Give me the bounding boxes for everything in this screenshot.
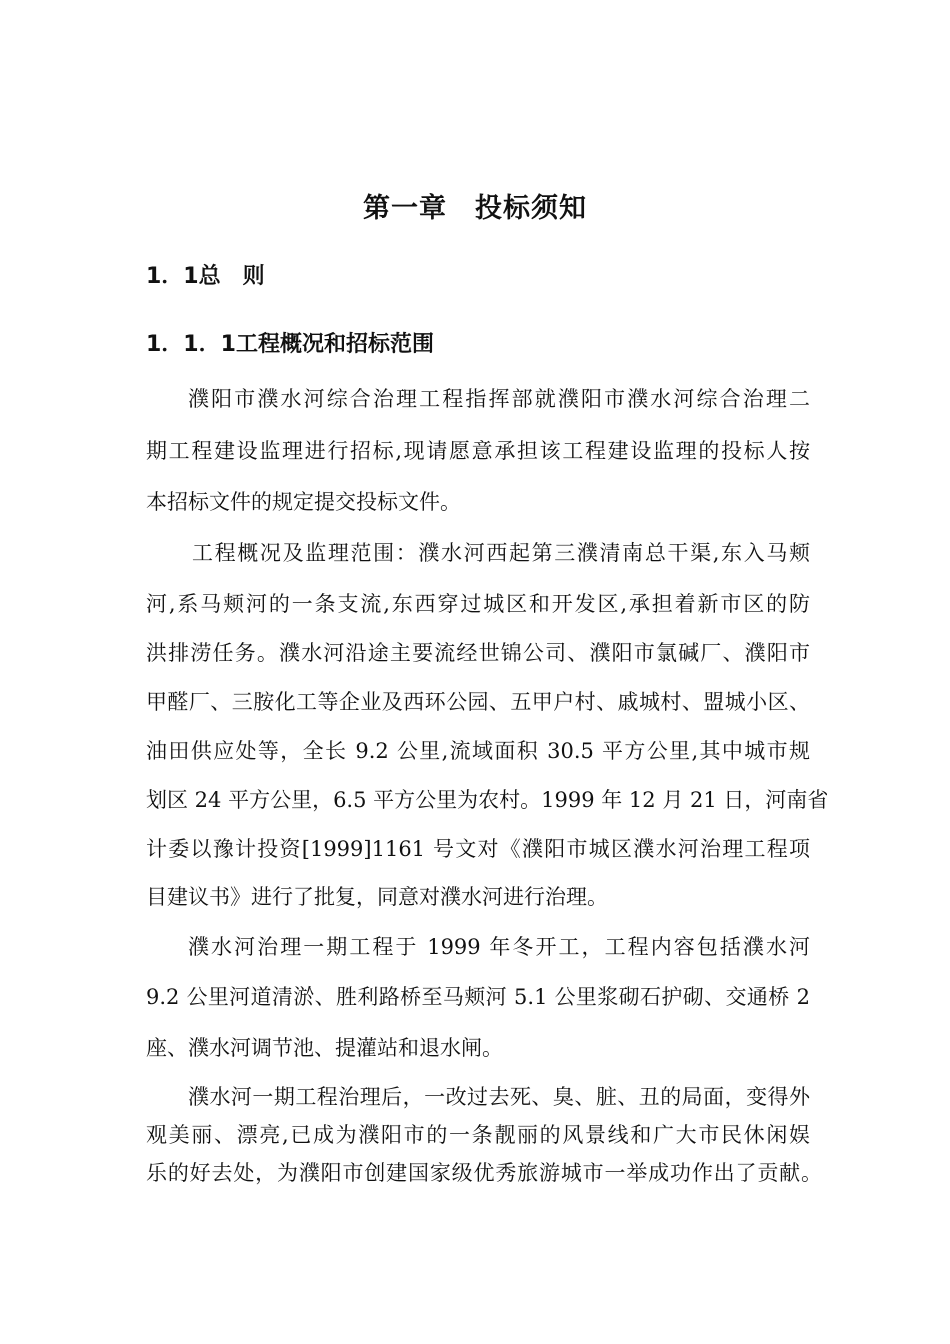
paragraph-line: 洪排涝任务。濮水河沿途主要流经世锦公司、濮阳市氯碱厂、濮阳市 [146, 641, 810, 665]
paragraph-line: 濮水河一期工程治理后，一改过去死、臭、脏、丑的局面，变得外 [188, 1085, 810, 1109]
paragraph-line: 9.2 公里河道清淤、胜利路桥至马颊河 5.1 公里浆砌石护砌、交通桥 2 [146, 985, 810, 1009]
paragraph-line: 划区 24 平方公里，6.5 平方公里为农村。1999 年 12 月 21 日，河南省 [146, 788, 829, 812]
paragraph-line: 濮阳市濮水河综合治理工程指挥部就濮阳市濮水河综合治理二 [188, 387, 810, 411]
subsection-heading [146, 327, 434, 358]
section-number: 1．1 [146, 264, 199, 289]
subsection-number: 1．1．1 [146, 332, 236, 357]
chapter-title: 第一章 投标须知 [363, 193, 587, 224]
paragraph-line: 濮水河治理一期工程于 1999 年冬开工，工程内容包括濮水河 [188, 935, 810, 959]
paragraph-line: 目建议书》进行了批复，同意对濮水河进行治理。 [146, 885, 608, 909]
paragraph-line: 河,系马颊河的一条支流,东西穿过城区和开发区,承担着新市区的防 [146, 592, 810, 616]
section-title: 总 则 [198, 264, 265, 289]
paragraph-line: 油田供应处等，全长 9.2 公里,流域面积 30.5 平方公里,其中城市规 [146, 739, 810, 763]
subsection-title: 工程概况和招标范围 [235, 332, 434, 357]
paragraph-line: 甲醛厂、三胺化工等企业及西环公园、五甲户村、戚城村、盟城小区、 [146, 690, 810, 714]
paragraph-line: 乐的好去处，为濮阳市创建国家级优秀旅游城市一举成功作出了贡献。 [146, 1161, 822, 1185]
paragraph-line: 计委以豫计投资[1999]1161 号文对《濮阳市城区濮水河治理工程项 [146, 837, 810, 861]
paragraph-line: 观美丽、漂亮,已成为濮阳市的一条靓丽的风景线和广大市民休闲娱 [146, 1123, 810, 1147]
paragraph-line: 本招标文件的规定提交投标文件。 [146, 490, 461, 514]
paragraph-line: 座、濮水河调节池、提灌站和退水闸。 [146, 1036, 503, 1060]
paragraph-line: 期工程建设监理进行招标,现请愿意承担该工程建设监理的投标人按 [146, 439, 810, 463]
paragraph-line: 工程概况及监理范围：濮水河西起第三濮清南总干渠,东入马颊 [192, 541, 810, 565]
section-heading [146, 259, 265, 290]
